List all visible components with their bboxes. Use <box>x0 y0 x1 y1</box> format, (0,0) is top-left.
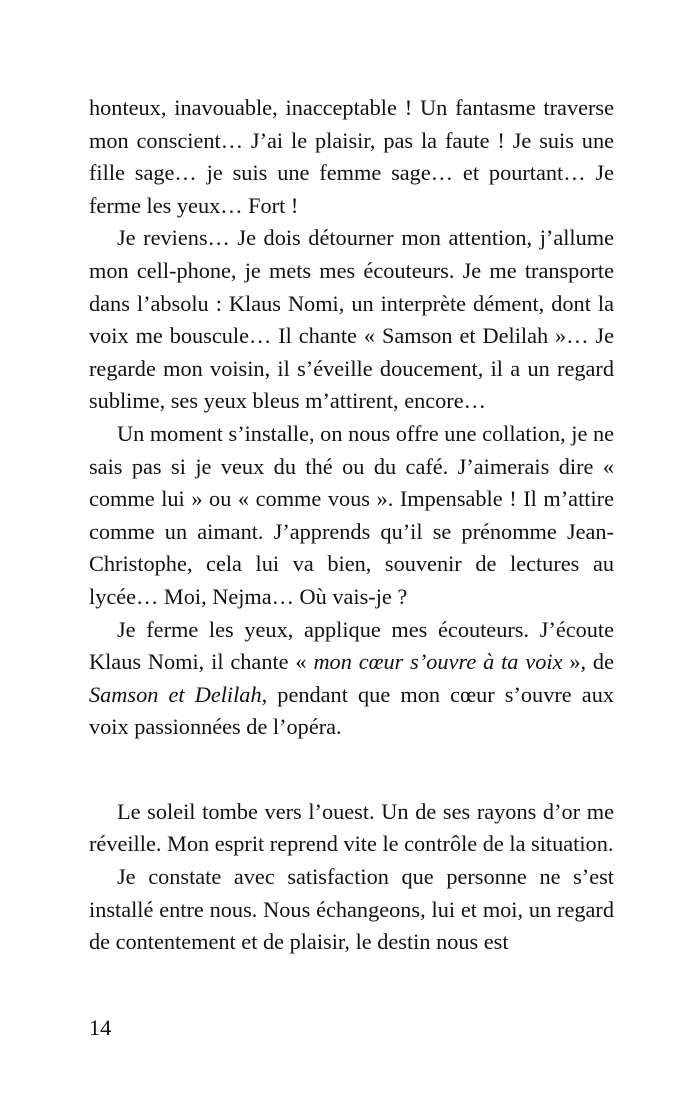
paragraph-5: Le soleil tombe vers l’ouest. Un de ses rayons d’or me réveille. Mon esprit reprend vite le contrôle de la situation. <box>89 798 614 857</box>
paragraph-6: Je constate avec satisfaction que personne ne s’est installé entre nous. Nous échangeons, lui et moi, un regard de contentement et de plaisir, le destin nous est <box>89 864 614 955</box>
paragraph-4 <box>89 614 614 744</box>
paragraph-2: Je reviens… Je dois détourner mon attention, j’allume mon cell-phone, je mets mes écouteurs. Je me transporte dans l’absolu : Klaus Nomi, un interprète dément, dont la voix me bouscule… Il chante « Samson et Delilah »… Je regarde mon voisin, il s’éveille doucement, il a un regard sublime, ses yeux bleus m’attirent, encore… <box>89 225 614 414</box>
paragraph-4-italic-quote: mon cœur s’ouvre à ta voix <box>313 649 563 675</box>
paragraph-4-text-3: , pendant que mon cœur s’ouvre aux voix passionnées de l’opéra. <box>89 681 614 740</box>
paragraph-4-text-2: », de <box>562 649 614 675</box>
page-number: 14 <box>89 1015 112 1040</box>
paragraph-4-text-1: Je ferme les yeux, applique mes écouteurs. J’écoute Klaus Nomi, il chante « <box>89 616 614 675</box>
section-break <box>89 744 614 796</box>
page-body <box>89 92 614 959</box>
paragraph-3: Un moment s’installe, on nous offre une collation, je ne sais pas si je veux du thé ou du café. J’aimerais dire « comme lui » ou « comme vous ». Impensable ! Il m’attire comme un aimant. J’apprends qu’il se prénomme Jean-Christophe, cela lui va bien, souvenir de lectures au lycée… Moi, Nejma… Où vais-je ? <box>89 420 614 609</box>
paragraph-continued: honteux, inavouable, inacceptable ! Un fantasme traverse mon conscient… J’ai le plaisir, pas la faute ! Je suis une fille sage… je suis une femme sage… et pourtant… Je ferme les yeux… Fort ! <box>89 95 614 218</box>
paragraph-4-italic-title: Samson et Delilah <box>89 681 262 707</box>
